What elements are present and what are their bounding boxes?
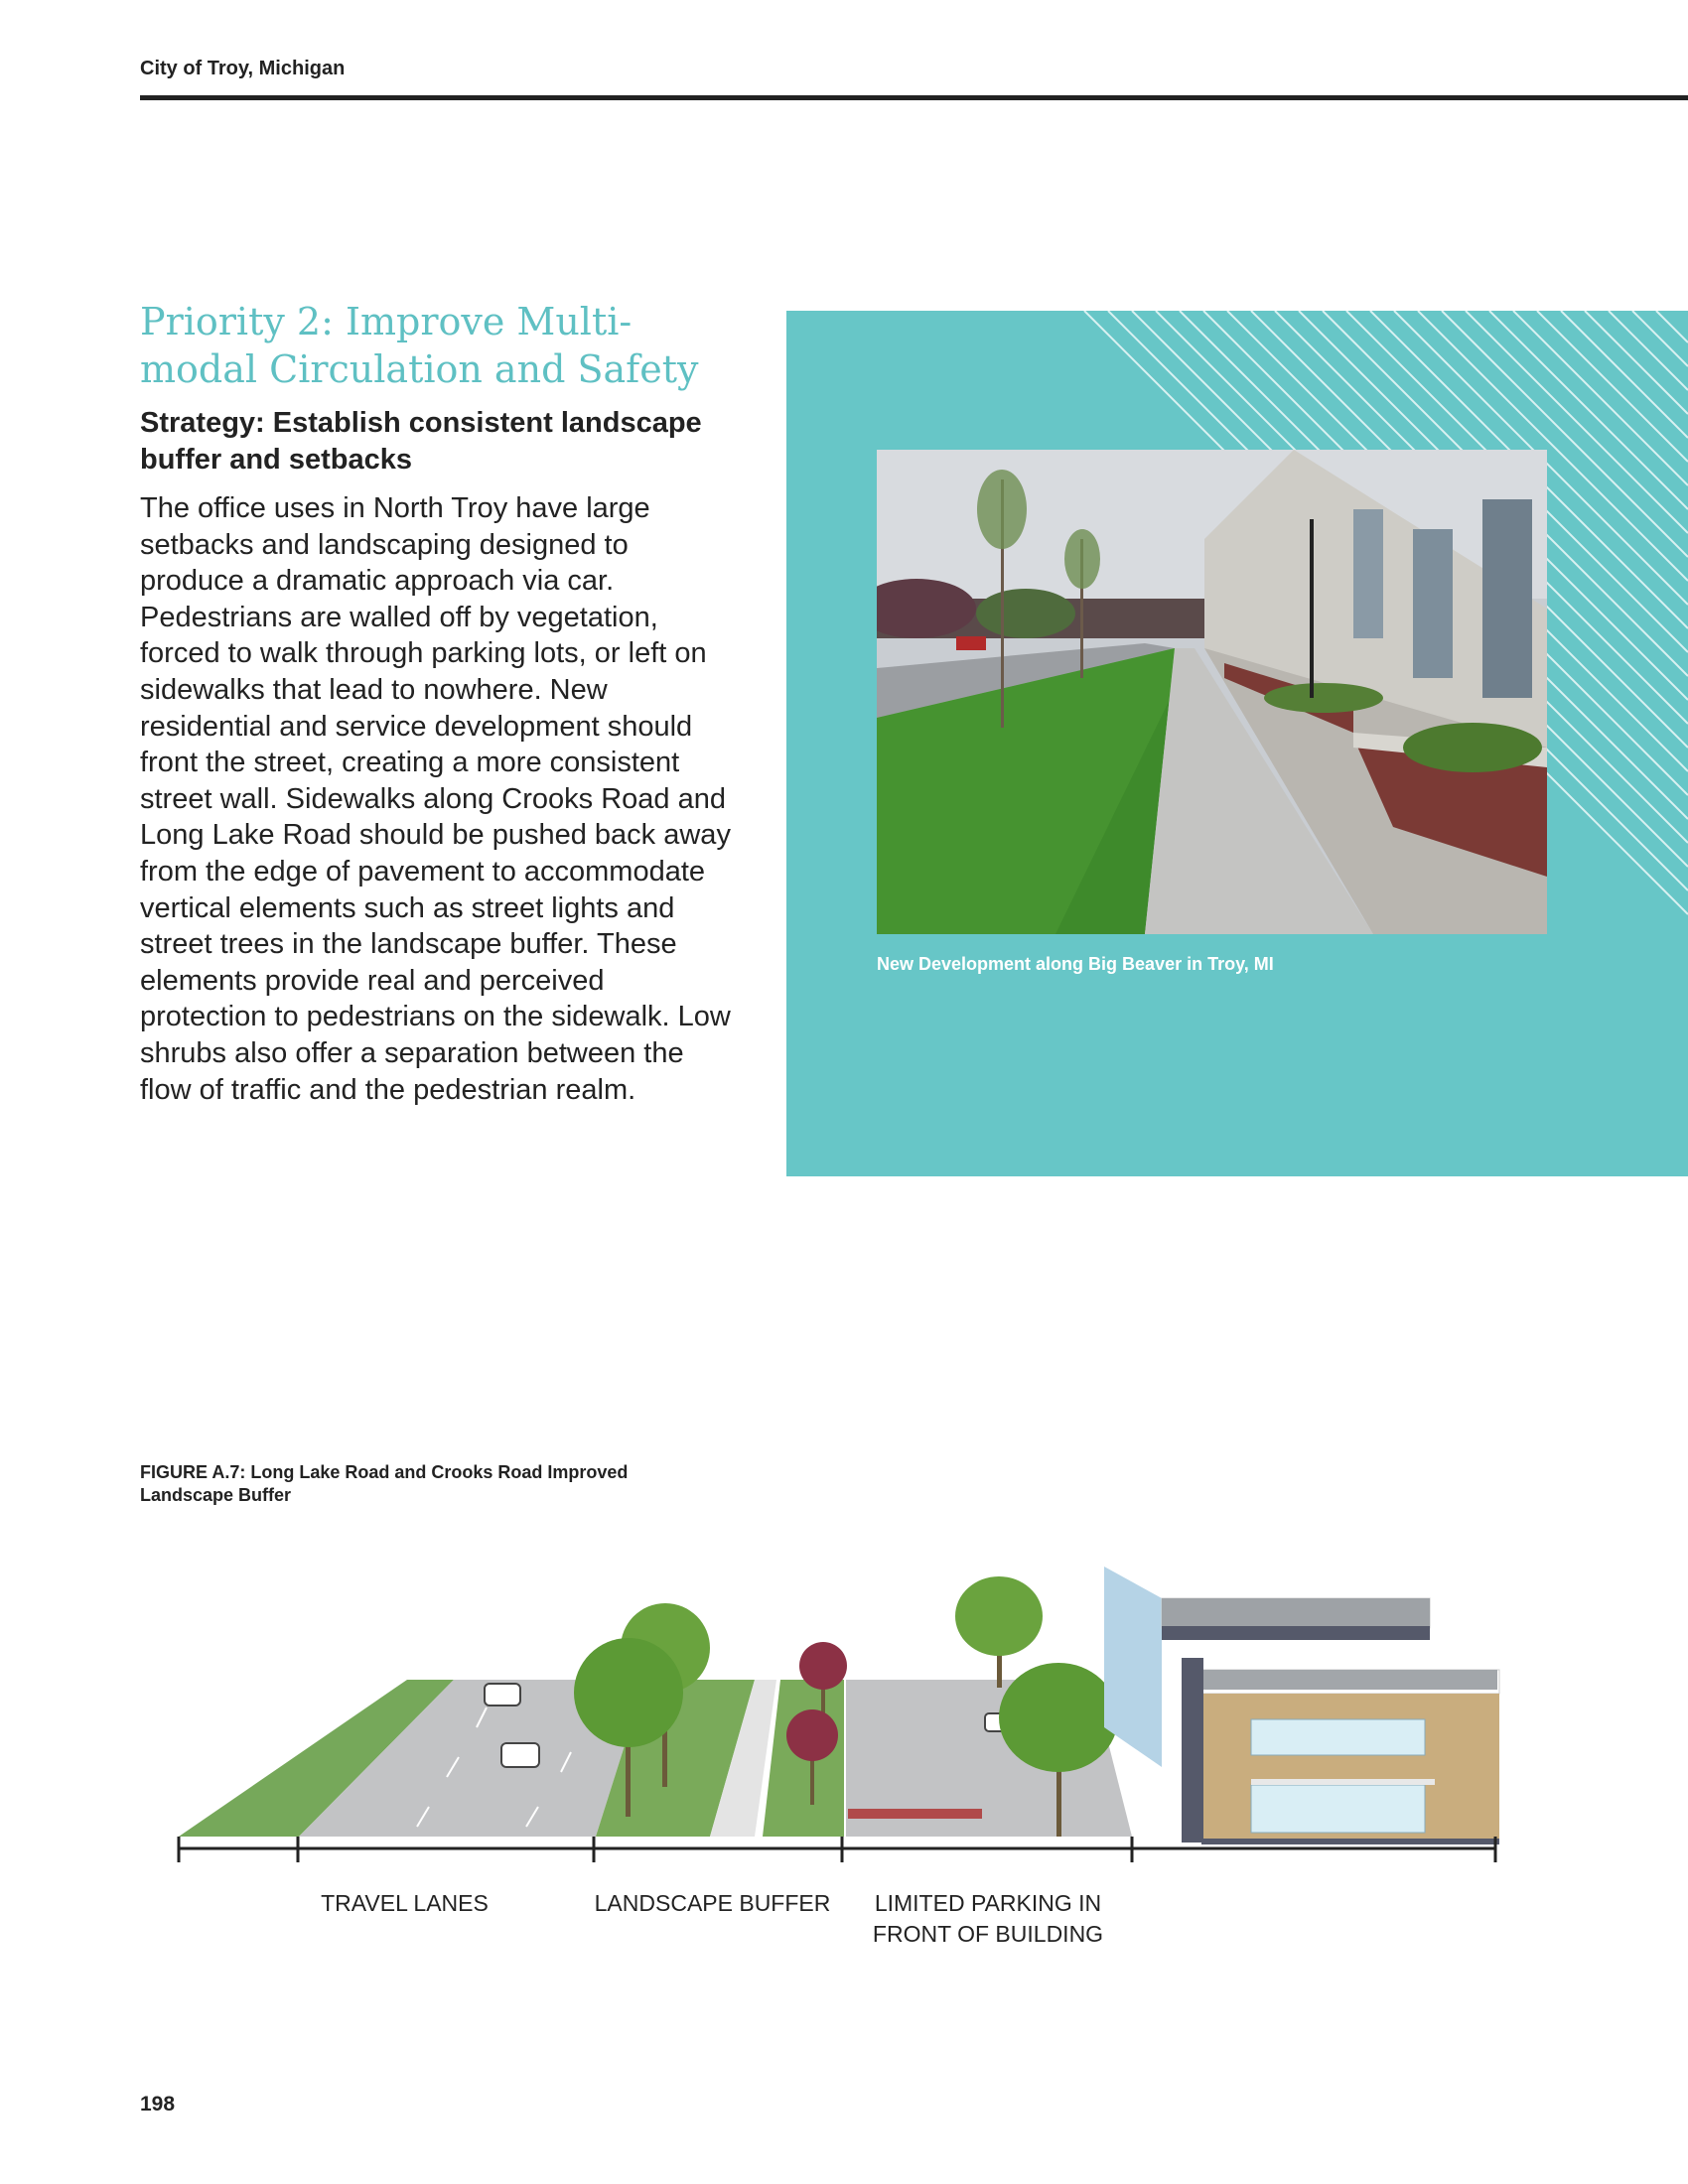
label-travel-lanes: TRAVEL LANES	[321, 1890, 489, 1916]
document-header-title: City of Troy, Michigan	[140, 58, 346, 79]
tree-icon	[574, 1638, 683, 1747]
label-landscape-buffer: LANDSCAPE BUFFER	[594, 1890, 831, 1916]
strategy-heading: Strategy: Establish consistent landscape buffer and setbacks	[140, 407, 702, 476]
building-illustration	[1104, 1567, 1499, 1844]
car-icon	[485, 1684, 520, 1706]
section-heading: Priority 2: Improve Multi-modal Circulation and Safety	[140, 300, 699, 391]
tree-icon	[955, 1576, 1043, 1656]
figure-caption: FIGURE A.7: Long Lake Road and Crooks Road Improved Landscape Buffer	[140, 1462, 629, 1505]
landscape-buffer-diagram	[169, 1559, 1529, 1866]
car-icon	[501, 1743, 539, 1767]
photo-panel	[786, 311, 1688, 1176]
label-parking-line2: FRONT OF BUILDING	[872, 1921, 1104, 1947]
tree-icon	[999, 1663, 1118, 1772]
crosswalk	[848, 1809, 982, 1819]
photo-caption: New Development along Big Beaver in Troy, MI	[877, 954, 1274, 974]
label-parking-line1: LIMITED PARKING IN	[874, 1890, 1102, 1916]
body-paragraph: The office uses in North Troy have large setbacks and landscaping designed to produce a dramatic approach via car. Pedestrians are walled off by vegetation, forced to walk through parking lots, or left on sidewalks that lead to nowhere. New residential and service development should front the street, creating a more consistent street wall. Sidewalks along Crooks Road and Long Lake Road should be pushed back away from the edge of pavement to accommodate vertical elements such as street lights and street trees in the landscape buffer. These elements provide real and perceived protection to pedestrians on the sidewalk. Low shrubs also offer a separation between the flow of traffic and the pedestrian realm.	[140, 492, 731, 1106]
header-rule	[140, 95, 1688, 100]
tree-icon	[786, 1709, 838, 1761]
label-limited-parking	[849, 1888, 1127, 1950]
street-photo	[877, 450, 1547, 934]
page-number: 198	[140, 2093, 176, 2116]
tree-icon	[799, 1642, 847, 1690]
